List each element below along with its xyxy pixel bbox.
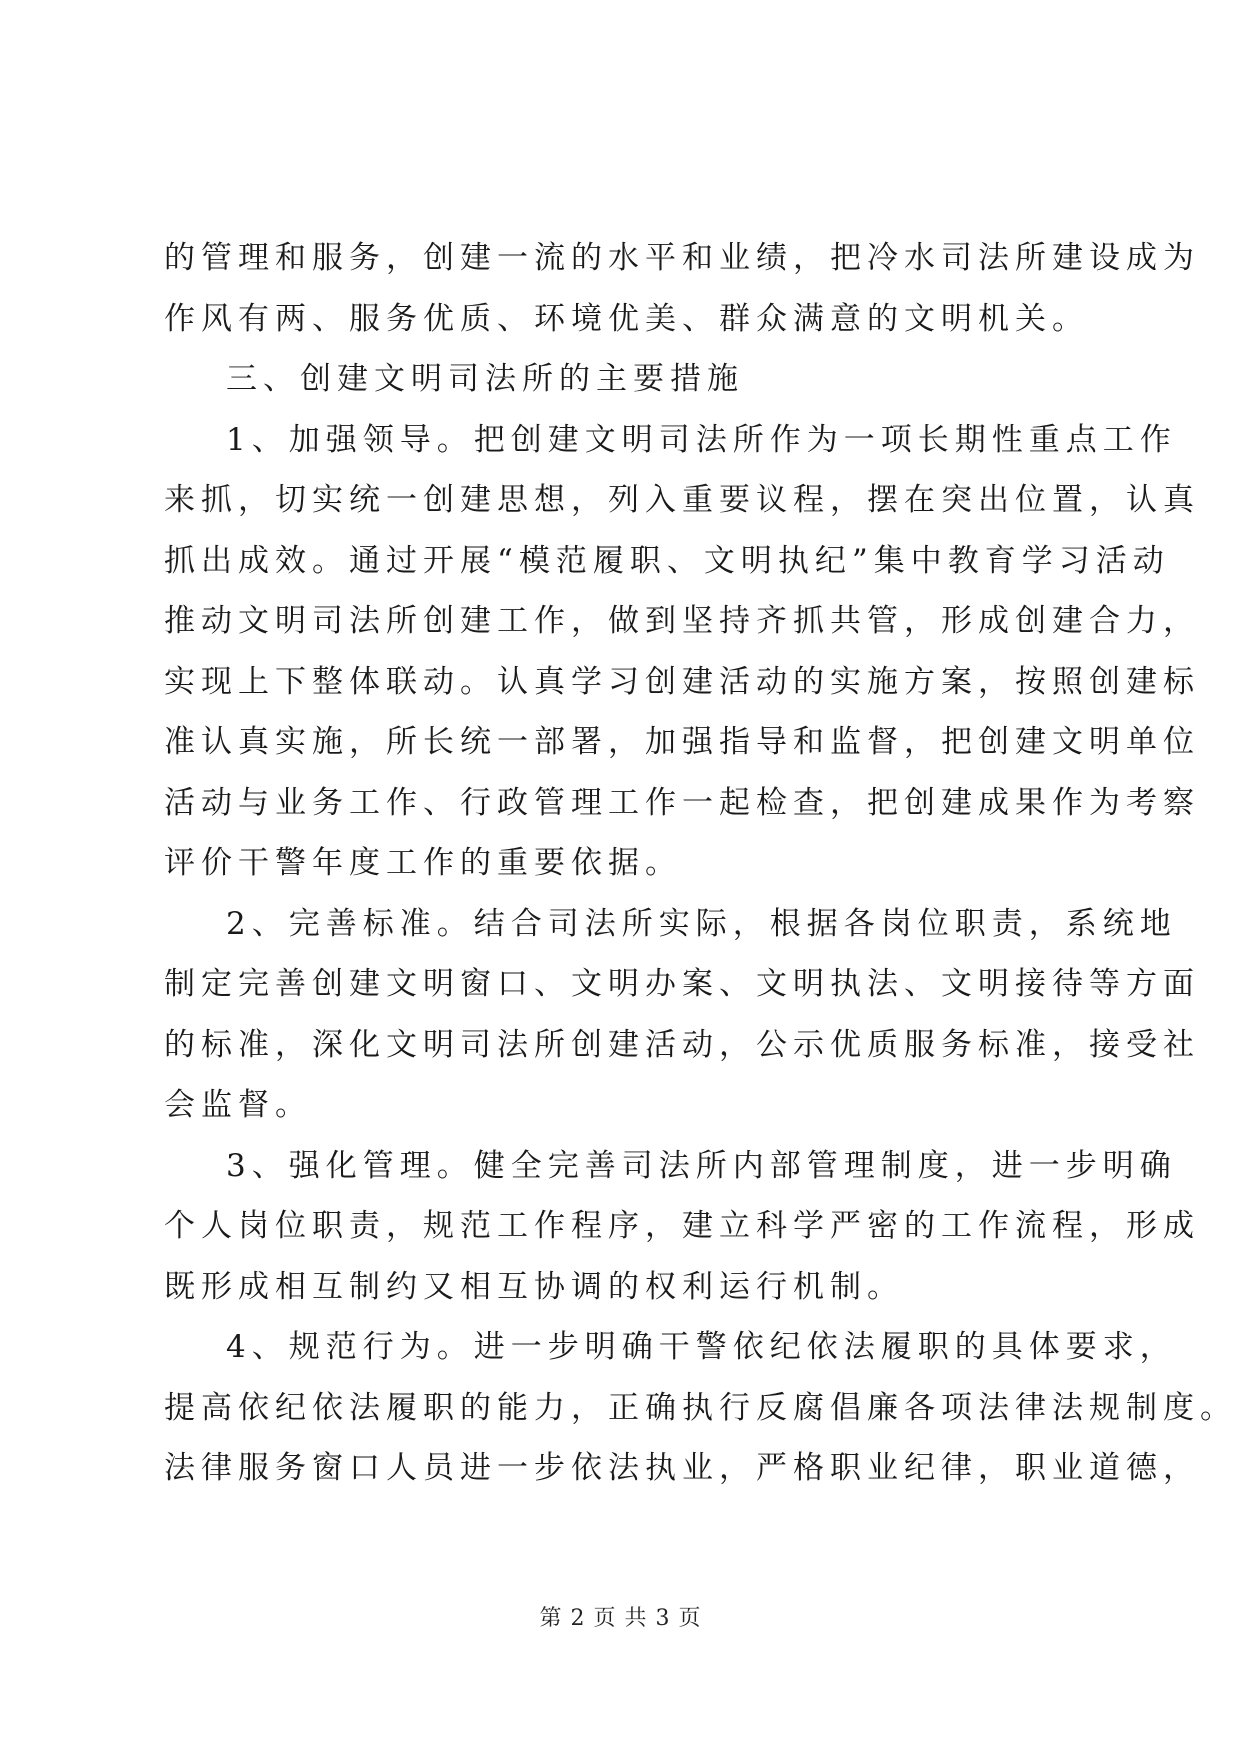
- text-line: 既形成相互制约又相互协调的权利运行机制。: [164, 1268, 904, 1305]
- text-line: 推动文明司法所创建工作，做到坚持齐抓共管，形成创建合力，: [164, 603, 1200, 639]
- text-line: 的管理和服务，创建一流的水平和业绩，把冷水司法所建设成为: [164, 240, 1200, 276]
- text-line: 作风有两、服务优质、环境优美、群众满意的文明机关。: [164, 300, 1089, 337]
- text-line: 评价干警年度工作的重要依据。: [164, 845, 682, 881]
- text-line: 的标准，深化文明司法所创建活动，公示优质服务标准，接受社: [164, 1026, 1200, 1063]
- text-line: 抓出成效。通过开展“模范履职、文明执纪”集中教育学习活动: [164, 542, 1170, 579]
- text-line: 制定完善创建文明窗口、文明办案、文明执法、文明接待等方面: [164, 966, 1200, 1002]
- text-line: 来抓，切实统一创建思想，列入重要议程，摆在突出位置，认真: [164, 482, 1200, 518]
- text-line: 活动与业务工作、行政管理工作一起检查，把创建成果作为考察: [164, 784, 1200, 821]
- text-line: 3、强化管理。健全完善司法所内部管理制度，进一步明确: [226, 1147, 1177, 1184]
- section-heading: 三、创建文明司法所的主要措施: [226, 361, 744, 397]
- text-line: 实现上下整体联动。认真学习创建活动的实施方案，按照创建标: [164, 663, 1200, 700]
- text-line: 提高依纪依法履职的能力，正确执行反腐倡廉各项法律法规制度。: [164, 1389, 1237, 1426]
- text-line: 2、完善标准。结合司法所实际，根据各岗位职责，系统地: [226, 905, 1177, 942]
- text-line: 法律服务窗口人员进一步依法执业，严格职业纪律，职业道德，: [164, 1450, 1200, 1486]
- page-number-footer: 第 2 页 共 3 页: [539, 1606, 702, 1631]
- text-line: 1、加强领导。把创建文明司法所作为一项长期性重点工作: [226, 421, 1177, 458]
- text-line: 个人岗位职责，规范工作程序，建立科学严密的工作流程，形成: [164, 1208, 1200, 1244]
- text-line: 4、规范行为。进一步明确干警依纪依法履职的具体要求，: [226, 1329, 1177, 1365]
- text-line: 会监督。: [164, 1087, 312, 1123]
- text-line: 准认真实施，所长统一部署，加强指导和监督，把创建文明单位: [164, 724, 1200, 760]
- document-body: [164, 228, 1237, 1499]
